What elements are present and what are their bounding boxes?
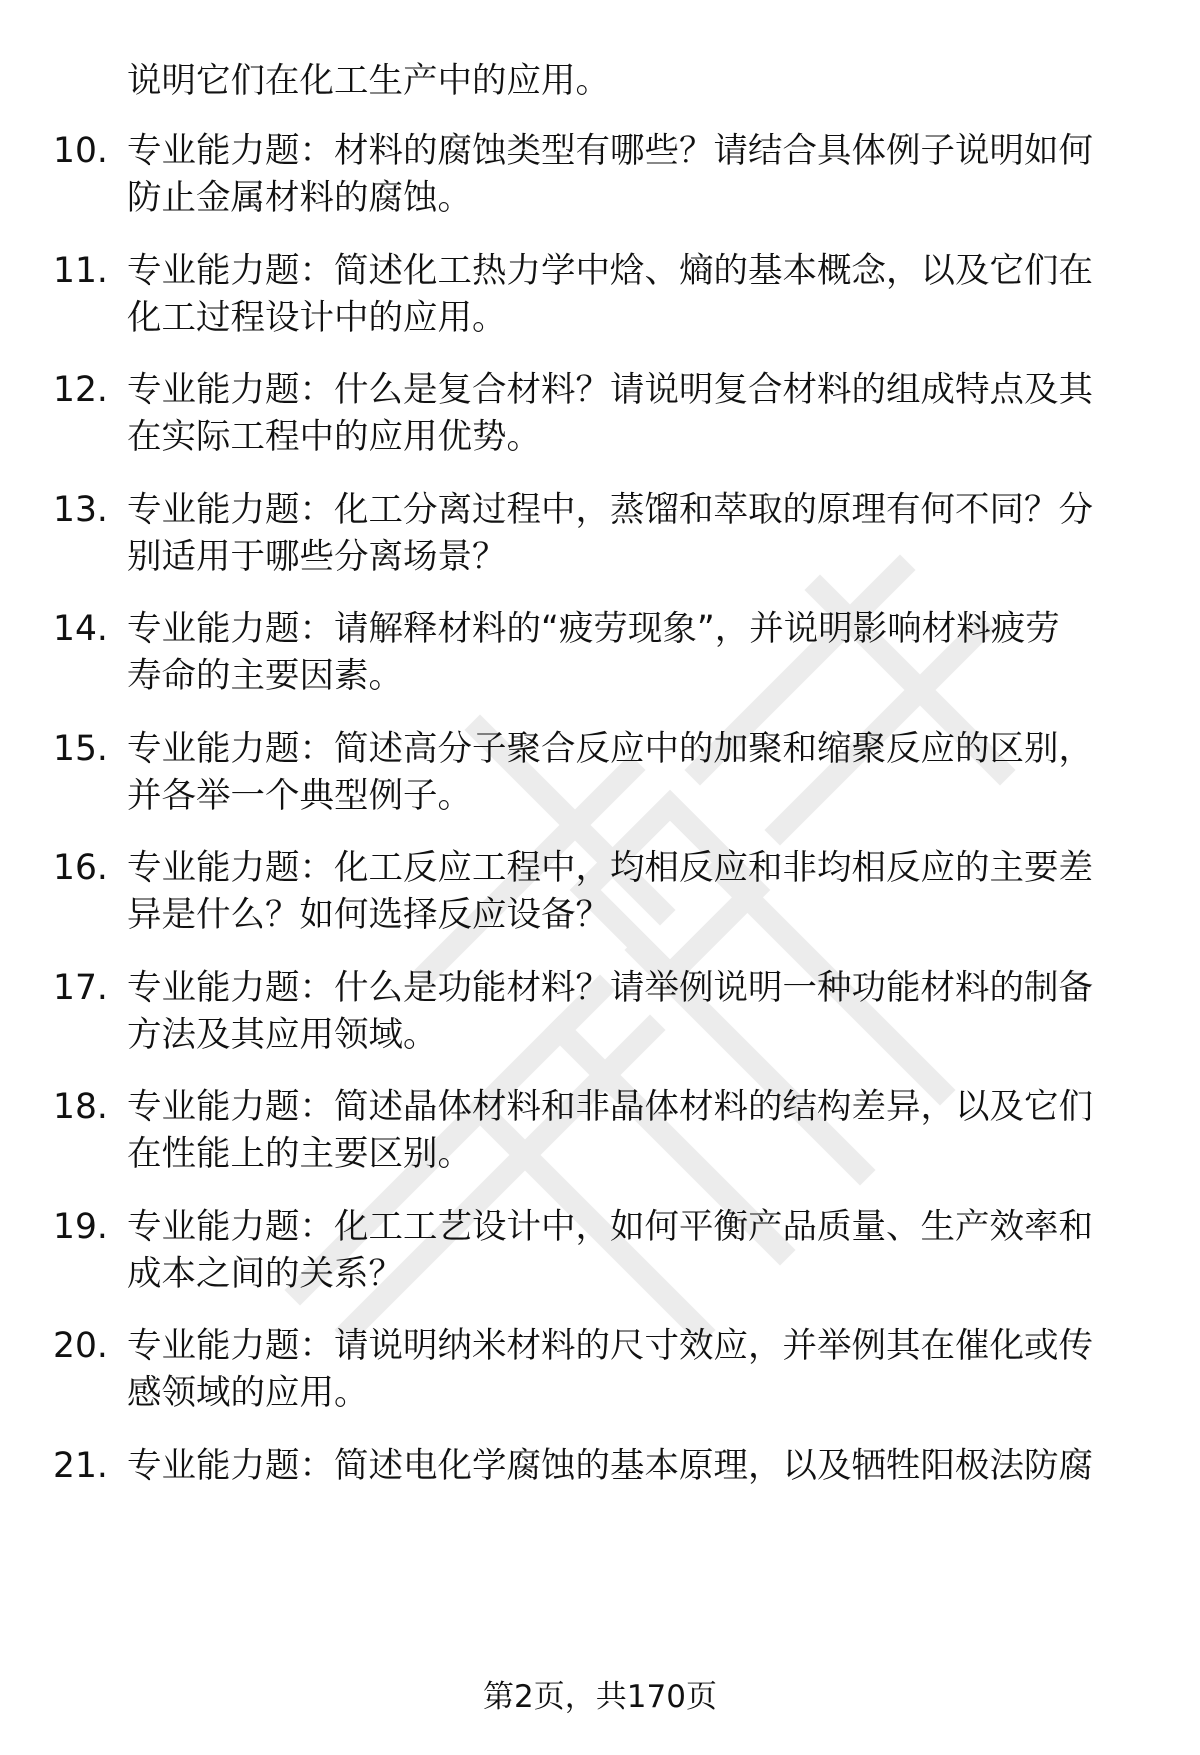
- continued-line: 说明它们在化工生产中的应用。: [127, 61, 610, 101]
- item-number: 11.: [53, 251, 108, 291]
- item-text-line: 专业能力题：化工工艺设计中，如何平衡产品质量、生产效率和: [127, 1207, 1093, 1247]
- item-text-line: 异是什么？如何选择反应设备？: [127, 895, 610, 935]
- item-number: 15.: [53, 729, 108, 769]
- item-number: 10.: [53, 131, 108, 171]
- item-number: 20.: [53, 1326, 108, 1366]
- item-text-line: 方法及其应用领域。: [127, 1015, 438, 1055]
- item-text-line: 别适用于哪些分离场景？: [127, 537, 507, 577]
- item-number: 13.: [53, 490, 108, 530]
- item-text-line: 防止金属材料的腐蚀。: [127, 178, 472, 218]
- item-text-line: 专业能力题：化工分离过程中，蒸馏和萃取的原理有何不同？分: [127, 490, 1093, 530]
- item-text-line: 专业能力题：什么是功能材料？请举例说明一种功能材料的制备: [127, 968, 1093, 1008]
- item-text-line: 在实际工程中的应用优势。: [127, 417, 541, 457]
- item-text-line: 专业能力题：请解释材料的“疲劳现象”，并说明影响材料疲劳: [127, 609, 1060, 649]
- item-number: 12.: [53, 370, 108, 410]
- item-text-line: 在性能上的主要区别。: [127, 1134, 472, 1174]
- item-text-line: 专业能力题：简述晶体材料和非晶体材料的结构差异，以及它们: [127, 1087, 1093, 1127]
- item-text-line: 化工过程设计中的应用。: [127, 298, 507, 338]
- item-text-line: 专业能力题：什么是复合材料？请说明复合材料的组成特点及其: [127, 370, 1093, 410]
- item-text-line: 专业能力题：化工反应工程中，均相反应和非均相反应的主要差: [127, 848, 1093, 888]
- item-text-line: 专业能力题：材料的腐蚀类型有哪些？请结合具体例子说明如何: [127, 131, 1093, 171]
- item-number: 16.: [53, 848, 108, 888]
- item-number: 19.: [53, 1207, 108, 1247]
- item-text-line: 成本之间的关系？: [127, 1254, 403, 1294]
- item-text-line: 专业能力题：简述电化学腐蚀的基本原理，以及牺牲阳极法防腐: [127, 1446, 1093, 1486]
- item-text-line: 专业能力题：简述化工热力学中焓、熵的基本概念，以及它们在: [127, 251, 1093, 291]
- item-number: 17.: [53, 968, 108, 1008]
- item-text-line: 专业能力题：请说明纳米材料的尺寸效应，并举例其在催化或传: [127, 1326, 1093, 1366]
- item-text-line: 寿命的主要因素。: [127, 656, 403, 696]
- page-footer: 第2页，共170页: [483, 1679, 717, 1715]
- item-text-line: 专业能力题：简述高分子聚合反应中的加聚和缩聚反应的区别，: [127, 729, 1093, 769]
- item-number: 18.: [53, 1087, 108, 1127]
- item-text-line: 感领域的应用。: [127, 1373, 369, 1413]
- item-number: 14.: [53, 609, 108, 649]
- item-text-line: 并各举一个典型例子。: [127, 776, 472, 816]
- item-number: 21.: [53, 1446, 108, 1486]
